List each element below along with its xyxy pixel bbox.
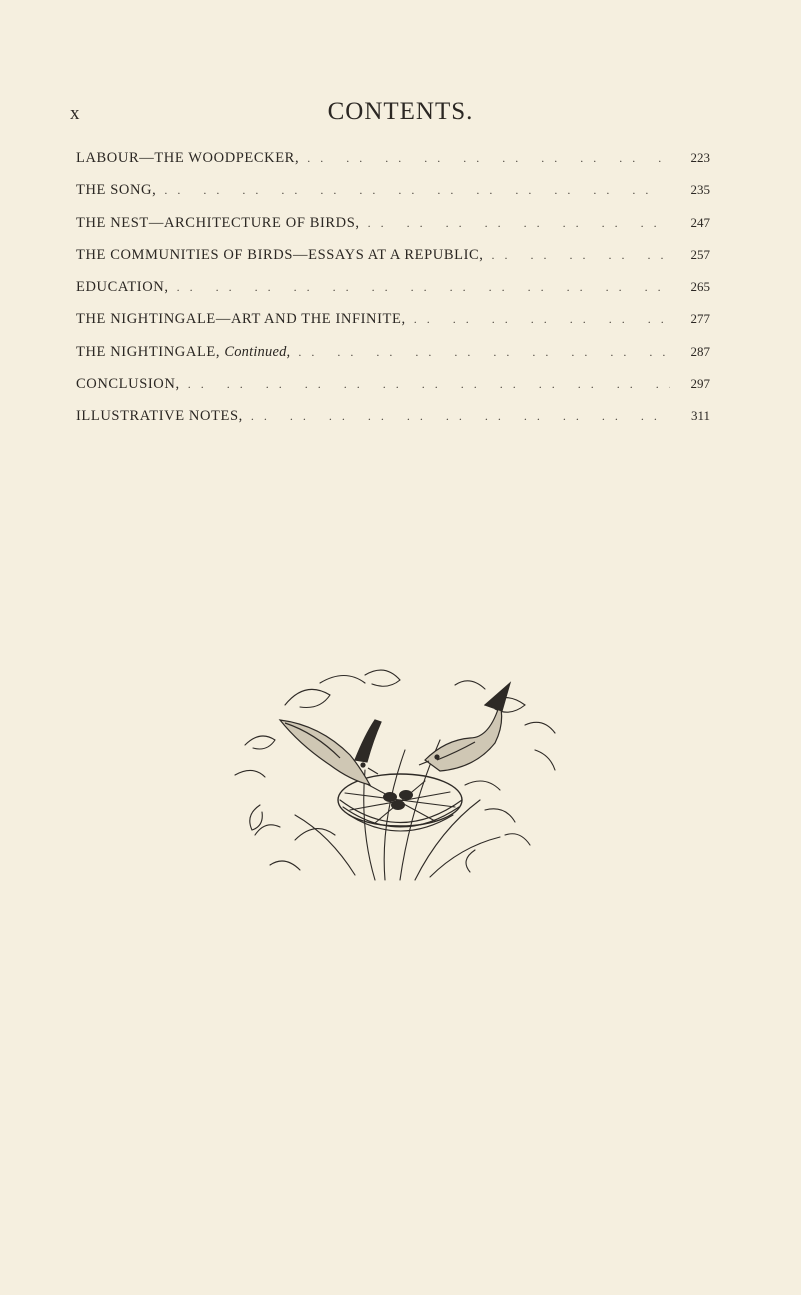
toc-entry-title: THE NIGHTINGALE—ART AND THE INFINITE, bbox=[76, 311, 406, 328]
toc-entry-title-italic: Continued, bbox=[224, 343, 291, 360]
dot-leader bbox=[492, 248, 671, 263]
dot-leader bbox=[177, 280, 670, 295]
toc-entry-page: 297 bbox=[690, 376, 710, 392]
dot-leader bbox=[414, 312, 670, 327]
toc-entry bbox=[76, 150, 710, 182]
toc-entry-page: 247 bbox=[690, 214, 710, 230]
toc-entry bbox=[76, 279, 710, 311]
toc-entry-page: 277 bbox=[690, 311, 710, 327]
toc-entry-page: 223 bbox=[690, 150, 710, 165]
toc-entry bbox=[76, 182, 710, 214]
dot-leader bbox=[188, 377, 670, 392]
toc-entry-page: 287 bbox=[690, 343, 710, 359]
toc-entry-title: EDUCATION, bbox=[76, 279, 169, 296]
toc-entry-page: 257 bbox=[690, 246, 710, 262]
toc-entry-title: THE NEST—ARCHITECTURE OF BIRDS, bbox=[76, 214, 360, 231]
toc-entry-title-main: THE NIGHTINGALE, bbox=[76, 343, 221, 360]
toc-entry-page: 265 bbox=[690, 279, 710, 295]
page-title: CONTENTS. bbox=[327, 98, 474, 125]
dot-leader bbox=[368, 216, 670, 231]
toc-entry bbox=[76, 215, 710, 247]
toc-entry bbox=[76, 344, 710, 376]
toc-entry-title: LABOUR—THE WOODPECKER, bbox=[76, 150, 300, 166]
table-of-contents bbox=[76, 150, 710, 441]
toc-entry-title: ILLUSTRATIVE NOTES, bbox=[76, 408, 243, 425]
toc-entry bbox=[76, 376, 710, 408]
birds-nest-vignette-icon bbox=[225, 665, 570, 885]
toc-entry-title: THE COMMUNITIES OF BIRDS—ESSAYS AT A REPUBLIC, bbox=[76, 246, 484, 263]
toc-entry-title bbox=[76, 344, 290, 361]
toc-entry-title: THE SONG, bbox=[76, 182, 157, 199]
page-number: x bbox=[70, 103, 81, 124]
toc-entry-page: 235 bbox=[690, 182, 710, 198]
dot-leader bbox=[307, 151, 670, 166]
toc-entry-page: 311 bbox=[690, 408, 710, 424]
toc-entry-title: CONCLUSION, bbox=[76, 376, 180, 393]
dot-leader bbox=[251, 409, 670, 424]
dot-leader bbox=[164, 183, 670, 198]
toc-entry bbox=[76, 311, 710, 343]
dot-leader bbox=[298, 345, 670, 360]
toc-entry bbox=[76, 408, 710, 440]
toc-entry bbox=[76, 247, 710, 279]
